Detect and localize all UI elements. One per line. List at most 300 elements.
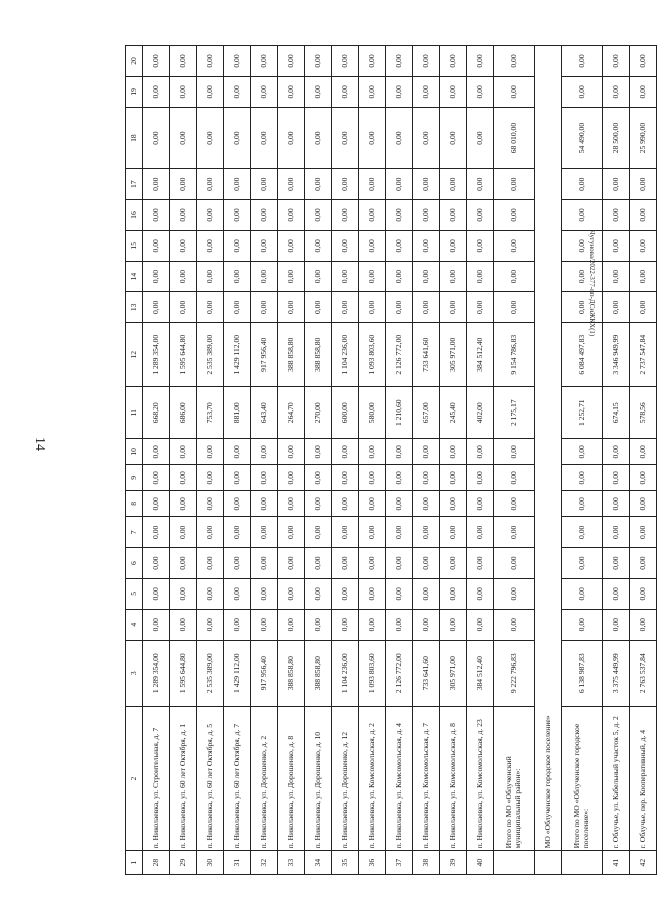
value-cell: 668,20 bbox=[143, 387, 170, 439]
value-cell: 0,00 bbox=[197, 517, 224, 548]
value-cell: 0,00 bbox=[251, 439, 278, 465]
value-cell: 0,00 bbox=[413, 517, 440, 548]
value-cell: 0,00 bbox=[467, 292, 494, 323]
row-number-cell: 29 bbox=[170, 851, 197, 875]
value-cell: 0,00 bbox=[440, 107, 467, 169]
column-number-14: 14 bbox=[126, 261, 143, 292]
value-cell: 0,00 bbox=[630, 609, 657, 640]
value-cell: 0,00 bbox=[494, 261, 535, 292]
value-cell: 0,00 bbox=[197, 46, 224, 77]
value-cell: 0,00 bbox=[224, 230, 251, 261]
value-cell: 54 490,00 bbox=[562, 107, 603, 169]
table-row bbox=[224, 46, 251, 875]
table-row bbox=[251, 46, 278, 875]
value-cell: 0,00 bbox=[494, 491, 535, 517]
value-cell: 0,00 bbox=[494, 230, 535, 261]
value-cell: 0,00 bbox=[278, 491, 305, 517]
document-code: Чугунова/2022-377-пп-ДСиЖКХ(1) bbox=[588, 230, 596, 337]
value-cell: 0,00 bbox=[603, 169, 630, 200]
value-cell: 0,00 bbox=[562, 46, 603, 77]
value-cell: 0,00 bbox=[251, 76, 278, 107]
row-number-cell bbox=[562, 851, 603, 875]
value-cell: 0,00 bbox=[278, 578, 305, 609]
value-cell: 9 222 796,83 bbox=[494, 640, 535, 706]
value-cell: 686,00 bbox=[170, 387, 197, 439]
row-number-cell: 32 bbox=[251, 851, 278, 875]
value-cell: 733 641,60 bbox=[413, 640, 440, 706]
value-cell: 0,00 bbox=[170, 439, 197, 465]
value-cell: 0,00 bbox=[197, 548, 224, 579]
value-cell: 0,00 bbox=[305, 169, 332, 200]
value-cell: 0,00 bbox=[224, 465, 251, 491]
value-cell: 0,00 bbox=[440, 609, 467, 640]
value-cell: 0,00 bbox=[603, 609, 630, 640]
value-cell: 28 500,00 bbox=[603, 107, 630, 169]
value-cell: 0,00 bbox=[224, 517, 251, 548]
value-cell: 0,00 bbox=[224, 439, 251, 465]
value-cell: 0,00 bbox=[224, 491, 251, 517]
row-number-cell: 38 bbox=[413, 851, 440, 875]
value-cell: 1 210,60 bbox=[386, 387, 413, 439]
value-cell: 0,00 bbox=[630, 292, 657, 323]
value-cell: 733 641,60 bbox=[413, 323, 440, 387]
table-row bbox=[467, 46, 494, 875]
value-cell: 9 154 786,83 bbox=[494, 323, 535, 387]
value-cell: 0,00 bbox=[386, 465, 413, 491]
value-cell: 0,00 bbox=[224, 261, 251, 292]
value-cell: 264,70 bbox=[278, 387, 305, 439]
value-cell: 0,00 bbox=[603, 465, 630, 491]
value-cell: 0,00 bbox=[603, 261, 630, 292]
value-cell: 0,00 bbox=[467, 439, 494, 465]
value-cell: 1 429 112,00 bbox=[224, 323, 251, 387]
column-number-12: 12 bbox=[126, 323, 143, 387]
value-cell: 0,00 bbox=[494, 578, 535, 609]
value-cell: 0,00 bbox=[170, 465, 197, 491]
value-cell: 0,00 bbox=[562, 578, 603, 609]
value-cell: 0,00 bbox=[440, 46, 467, 77]
value-cell: 0,00 bbox=[170, 107, 197, 169]
value-cell: 0,00 bbox=[305, 465, 332, 491]
row-number-cell: 34 bbox=[305, 851, 332, 875]
value-cell: 0,00 bbox=[386, 46, 413, 77]
value-cell: 0,00 bbox=[278, 548, 305, 579]
value-cell: 0,00 bbox=[440, 261, 467, 292]
value-cell: 0,00 bbox=[143, 517, 170, 548]
row-number-cell: 39 bbox=[440, 851, 467, 875]
value-cell: 0,00 bbox=[440, 491, 467, 517]
value-cell: 0,00 bbox=[359, 609, 386, 640]
value-cell: 0,00 bbox=[305, 46, 332, 77]
address-cell: п. Николаевка, ул. Дорошенко, д. 8 bbox=[278, 706, 305, 850]
value-cell: 0,00 bbox=[467, 261, 494, 292]
value-cell: 0,00 bbox=[413, 609, 440, 640]
value-cell: 0,00 bbox=[278, 169, 305, 200]
column-number-10: 10 bbox=[126, 439, 143, 465]
value-cell: 0,00 bbox=[305, 439, 332, 465]
table-row bbox=[143, 46, 170, 875]
column-number-17: 17 bbox=[126, 169, 143, 200]
value-cell: 0,00 bbox=[386, 548, 413, 579]
value-cell: 0,00 bbox=[332, 169, 359, 200]
value-cell: 0,00 bbox=[224, 292, 251, 323]
address-cell: г. Облучье, ул. Кабельный участок 5, д. 2 bbox=[603, 706, 630, 850]
value-cell: 0,00 bbox=[359, 76, 386, 107]
value-cell: 0,00 bbox=[386, 578, 413, 609]
value-cell: 0,00 bbox=[467, 548, 494, 579]
section-row bbox=[535, 46, 562, 875]
value-cell: 0,00 bbox=[143, 107, 170, 169]
column-number-18: 18 bbox=[126, 107, 143, 169]
value-cell: 384 512,40 bbox=[467, 323, 494, 387]
column-number-7: 7 bbox=[126, 517, 143, 548]
value-cell: 0,00 bbox=[197, 107, 224, 169]
value-cell: 0,00 bbox=[494, 465, 535, 491]
table-row bbox=[440, 46, 467, 875]
value-cell: 0,00 bbox=[332, 230, 359, 261]
value-cell: 0,00 bbox=[494, 76, 535, 107]
value-cell: 0,00 bbox=[386, 491, 413, 517]
column-number-9: 9 bbox=[126, 465, 143, 491]
value-cell: 580,00 bbox=[359, 387, 386, 439]
value-cell: 6 084 497,83 bbox=[562, 323, 603, 387]
address-cell: п. Николаевка, ул. 60 лет Октября, д. 5 bbox=[197, 706, 224, 850]
value-cell: 917 956,40 bbox=[251, 640, 278, 706]
value-cell: 0,00 bbox=[143, 548, 170, 579]
value-cell: 0,00 bbox=[197, 491, 224, 517]
value-cell: 402,00 bbox=[467, 387, 494, 439]
value-cell: 0,00 bbox=[413, 107, 440, 169]
value-cell: 0,00 bbox=[630, 46, 657, 77]
value-cell: 0,00 bbox=[197, 76, 224, 107]
value-cell: 0,00 bbox=[603, 292, 630, 323]
column-number-3: 3 bbox=[126, 640, 143, 706]
value-cell: 0,00 bbox=[630, 200, 657, 231]
value-cell: 1 252,71 bbox=[562, 387, 603, 439]
value-cell: 0,00 bbox=[359, 169, 386, 200]
column-number-5: 5 bbox=[126, 578, 143, 609]
value-cell: 0,00 bbox=[305, 292, 332, 323]
value-cell: 1 289 354,00 bbox=[143, 323, 170, 387]
value-cell: 0,00 bbox=[562, 230, 603, 261]
column-number-11: 11 bbox=[126, 387, 143, 439]
table-row bbox=[197, 46, 224, 875]
value-cell: 643,40 bbox=[251, 387, 278, 439]
row-number-cell bbox=[535, 851, 562, 875]
value-cell: 0,00 bbox=[603, 200, 630, 231]
value-cell: 0,00 bbox=[197, 230, 224, 261]
value-cell: 0,00 bbox=[413, 465, 440, 491]
value-cell: 68 010,00 bbox=[494, 107, 535, 169]
value-cell: 0,00 bbox=[197, 578, 224, 609]
value-cell: 0,00 bbox=[251, 292, 278, 323]
value-cell: 0,00 bbox=[603, 46, 630, 77]
value-cell: 0,00 bbox=[251, 465, 278, 491]
value-cell: 0,00 bbox=[278, 292, 305, 323]
value-cell: 0,00 bbox=[305, 517, 332, 548]
value-cell: 0,00 bbox=[170, 491, 197, 517]
column-number-13: 13 bbox=[126, 292, 143, 323]
value-cell: 0,00 bbox=[278, 261, 305, 292]
value-cell: 25 990,00 bbox=[630, 107, 657, 169]
value-cell: 0,00 bbox=[332, 107, 359, 169]
value-cell: 0,00 bbox=[413, 548, 440, 579]
value-cell: 0,00 bbox=[332, 578, 359, 609]
value-cell: 0,00 bbox=[603, 439, 630, 465]
value-cell: 0,00 bbox=[170, 517, 197, 548]
value-cell: 0,00 bbox=[251, 46, 278, 77]
value-cell: 1 595 644,80 bbox=[170, 323, 197, 387]
value-cell: 0,00 bbox=[305, 76, 332, 107]
value-cell: 388 858,80 bbox=[278, 323, 305, 387]
value-cell: 0,00 bbox=[359, 107, 386, 169]
value-cell: 0,00 bbox=[224, 548, 251, 579]
value-cell: 0,00 bbox=[467, 169, 494, 200]
value-cell: 0,00 bbox=[562, 76, 603, 107]
value-cell: 0,00 bbox=[305, 609, 332, 640]
value-cell: 0,00 bbox=[251, 261, 278, 292]
value-cell: 0,00 bbox=[467, 46, 494, 77]
value-cell: 0,00 bbox=[224, 46, 251, 77]
value-cell: 0,00 bbox=[386, 169, 413, 200]
value-cell: 917 956,40 bbox=[251, 323, 278, 387]
value-cell: 0,00 bbox=[386, 292, 413, 323]
value-cell: 0,00 bbox=[143, 491, 170, 517]
value-cell: 0,00 bbox=[630, 517, 657, 548]
value-cell: 0,00 bbox=[440, 200, 467, 231]
value-cell: 0,00 bbox=[332, 609, 359, 640]
value-cell: 0,00 bbox=[630, 465, 657, 491]
value-cell: 0,00 bbox=[467, 465, 494, 491]
value-cell: 0,00 bbox=[305, 107, 332, 169]
row-number-cell: 31 bbox=[224, 851, 251, 875]
value-cell: 1 429 112,00 bbox=[224, 640, 251, 706]
value-cell: 0,00 bbox=[630, 578, 657, 609]
row-number-cell bbox=[494, 851, 535, 875]
value-cell: 600,00 bbox=[332, 387, 359, 439]
value-cell: 0,00 bbox=[467, 107, 494, 169]
value-cell: 0,00 bbox=[630, 230, 657, 261]
value-cell: 0,00 bbox=[413, 491, 440, 517]
value-cell: 0,00 bbox=[494, 609, 535, 640]
value-cell: 0,00 bbox=[224, 107, 251, 169]
value-cell: 1 289 354,00 bbox=[143, 640, 170, 706]
value-cell: 0,00 bbox=[386, 517, 413, 548]
value-cell: 0,00 bbox=[603, 230, 630, 261]
value-cell: 0,00 bbox=[413, 578, 440, 609]
value-cell: 0,00 bbox=[251, 169, 278, 200]
value-cell: 0,00 bbox=[562, 292, 603, 323]
value-cell: 0,00 bbox=[224, 169, 251, 200]
value-cell: 0,00 bbox=[562, 261, 603, 292]
value-cell: 0,00 bbox=[562, 517, 603, 548]
table-row bbox=[278, 46, 305, 875]
value-cell: 0,00 bbox=[359, 491, 386, 517]
value-cell: 0,00 bbox=[386, 107, 413, 169]
total-row bbox=[494, 46, 535, 875]
value-cell: 0,00 bbox=[278, 76, 305, 107]
column-number-header bbox=[126, 46, 143, 875]
value-cell: 578,56 bbox=[630, 387, 657, 439]
value-cell: 0,00 bbox=[143, 261, 170, 292]
column-number-4: 4 bbox=[126, 609, 143, 640]
column-number-2: 2 bbox=[126, 706, 143, 850]
row-number-cell: 30 bbox=[197, 851, 224, 875]
value-cell: 0,00 bbox=[170, 292, 197, 323]
value-cell: 0,00 bbox=[332, 261, 359, 292]
value-cell: 0,00 bbox=[332, 491, 359, 517]
value-cell: 0,00 bbox=[143, 609, 170, 640]
column-number-20: 20 bbox=[126, 46, 143, 77]
value-cell: 0,00 bbox=[224, 200, 251, 231]
address-cell: п. Николаевка, ул. Комсомольская, д. 7 bbox=[413, 706, 440, 850]
value-cell: 0,00 bbox=[278, 46, 305, 77]
total-row bbox=[562, 46, 603, 875]
value-cell: 0,00 bbox=[305, 200, 332, 231]
value-cell: 0,00 bbox=[413, 200, 440, 231]
value-cell: 0,00 bbox=[386, 261, 413, 292]
value-cell: 0,00 bbox=[305, 491, 332, 517]
value-cell: 0,00 bbox=[278, 465, 305, 491]
value-cell: 753,70 bbox=[197, 387, 224, 439]
value-cell: 0,00 bbox=[143, 465, 170, 491]
table-row bbox=[359, 46, 386, 875]
value-cell: 6 138 987,83 bbox=[562, 640, 603, 706]
value-cell: 0,00 bbox=[251, 548, 278, 579]
value-cell: 0,00 bbox=[251, 491, 278, 517]
value-cell: 0,00 bbox=[359, 548, 386, 579]
column-number-16: 16 bbox=[126, 200, 143, 231]
value-cell: 2 535 389,00 bbox=[197, 640, 224, 706]
value-cell: 674,15 bbox=[603, 387, 630, 439]
table-row bbox=[332, 46, 359, 875]
page-number: 14 bbox=[32, 437, 47, 451]
address-cell: г. Облучье, пер. Кооперативный, д. 4 bbox=[630, 706, 657, 850]
row-number-cell: 42 bbox=[630, 851, 657, 875]
value-cell: 0,00 bbox=[562, 548, 603, 579]
value-cell: 0,00 bbox=[562, 491, 603, 517]
value-cell: 0,00 bbox=[467, 517, 494, 548]
value-cell: 0,00 bbox=[197, 609, 224, 640]
value-cell: 0,00 bbox=[440, 548, 467, 579]
value-cell: 0,00 bbox=[143, 169, 170, 200]
value-cell: 0,00 bbox=[467, 578, 494, 609]
value-cell: 0,00 bbox=[305, 578, 332, 609]
value-cell: 0,00 bbox=[278, 200, 305, 231]
column-number-6: 6 bbox=[126, 548, 143, 579]
value-cell: 0,00 bbox=[603, 491, 630, 517]
value-cell: 0,00 bbox=[603, 517, 630, 548]
value-cell: 0,00 bbox=[332, 517, 359, 548]
value-cell: 2 763 537,84 bbox=[630, 640, 657, 706]
value-cell: 0,00 bbox=[494, 548, 535, 579]
value-cell: 0,00 bbox=[630, 491, 657, 517]
value-cell: 0,00 bbox=[170, 230, 197, 261]
value-cell: 0,00 bbox=[197, 439, 224, 465]
value-cell: 0,00 bbox=[143, 230, 170, 261]
value-cell: 305 971,00 bbox=[440, 640, 467, 706]
value-cell: 0,00 bbox=[143, 200, 170, 231]
value-cell: 0,00 bbox=[494, 46, 535, 77]
address-cell: Итого по МО «Облученский муниципальный район»: bbox=[494, 706, 535, 850]
value-cell: 0,00 bbox=[630, 439, 657, 465]
row-number-cell: 36 bbox=[359, 851, 386, 875]
value-cell: 0,00 bbox=[440, 517, 467, 548]
value-cell: 0,00 bbox=[305, 230, 332, 261]
table-row bbox=[170, 46, 197, 875]
value-cell: 0,00 bbox=[562, 200, 603, 231]
value-cell: 0,00 bbox=[494, 439, 535, 465]
value-cell: 388 858,80 bbox=[305, 640, 332, 706]
value-cell: 0,00 bbox=[359, 292, 386, 323]
value-cell: 0,00 bbox=[386, 439, 413, 465]
row-number-cell: 28 bbox=[143, 851, 170, 875]
address-cell: п. Николаевка, ул. Комсомольская, д. 23 bbox=[467, 706, 494, 850]
value-cell: 2 175,17 bbox=[494, 387, 535, 439]
value-cell: 0,00 bbox=[630, 548, 657, 579]
value-cell: 0,00 bbox=[562, 169, 603, 200]
value-cell: 2 737 547,84 bbox=[630, 323, 657, 387]
value-cell: 0,00 bbox=[278, 230, 305, 261]
value-cell: 1 595 644,80 bbox=[170, 640, 197, 706]
address-cell: п. Николаевка, ул. Дорошенко, д. 10 bbox=[305, 706, 332, 850]
value-cell: 0,00 bbox=[332, 200, 359, 231]
value-cell: 0,00 bbox=[224, 609, 251, 640]
value-cell: 2 126 772,00 bbox=[386, 640, 413, 706]
value-cell: 0,00 bbox=[251, 107, 278, 169]
column-number-1: 1 bbox=[126, 851, 143, 875]
value-cell: 0,00 bbox=[278, 107, 305, 169]
value-cell: 0,00 bbox=[332, 46, 359, 77]
row-number-cell: 37 bbox=[386, 851, 413, 875]
value-cell: 2 126 772,00 bbox=[386, 323, 413, 387]
value-cell: 0,00 bbox=[467, 609, 494, 640]
value-cell: 0,00 bbox=[603, 548, 630, 579]
address-cell: п. Николаевка, ул. Комсомольская, д. 2 bbox=[359, 706, 386, 850]
value-cell: 0,00 bbox=[359, 578, 386, 609]
value-cell: 0,00 bbox=[143, 292, 170, 323]
value-cell: 0,00 bbox=[440, 465, 467, 491]
value-cell: 0,00 bbox=[143, 578, 170, 609]
value-cell: 0,00 bbox=[440, 76, 467, 107]
value-cell: 0,00 bbox=[494, 200, 535, 231]
table-row bbox=[413, 46, 440, 875]
address-cell: п. Николаевка, ул. Дорошенко, д. 12 bbox=[332, 706, 359, 850]
value-cell: 0,00 bbox=[603, 578, 630, 609]
value-cell: 0,00 bbox=[170, 609, 197, 640]
value-cell: 1 093 803,60 bbox=[359, 640, 386, 706]
value-cell: 0,00 bbox=[562, 465, 603, 491]
value-cell: 0,00 bbox=[630, 169, 657, 200]
value-cell: 0,00 bbox=[170, 200, 197, 231]
value-cell: 0,00 bbox=[494, 292, 535, 323]
value-cell: 0,00 bbox=[413, 46, 440, 77]
value-cell: 0,00 bbox=[278, 439, 305, 465]
row-number-cell: 41 bbox=[603, 851, 630, 875]
value-cell: 0,00 bbox=[467, 200, 494, 231]
value-cell: 270,00 bbox=[305, 387, 332, 439]
value-cell: 0,00 bbox=[359, 200, 386, 231]
address-cell: п. Николаевка, ул. Дорошенко, д. 2 bbox=[251, 706, 278, 850]
value-cell: 0,00 bbox=[494, 517, 535, 548]
value-cell: 0,00 bbox=[251, 517, 278, 548]
address-cell: п. Николаевка, ул. 60 лет Октября, д. 1 bbox=[170, 706, 197, 850]
address-cell: п. Николаевка, ул. Комсомольская, д. 4 bbox=[386, 706, 413, 850]
value-cell: 0,00 bbox=[359, 46, 386, 77]
value-cell: 0,00 bbox=[440, 230, 467, 261]
capital-repair-table bbox=[125, 45, 657, 875]
value-cell: 881,00 bbox=[224, 387, 251, 439]
